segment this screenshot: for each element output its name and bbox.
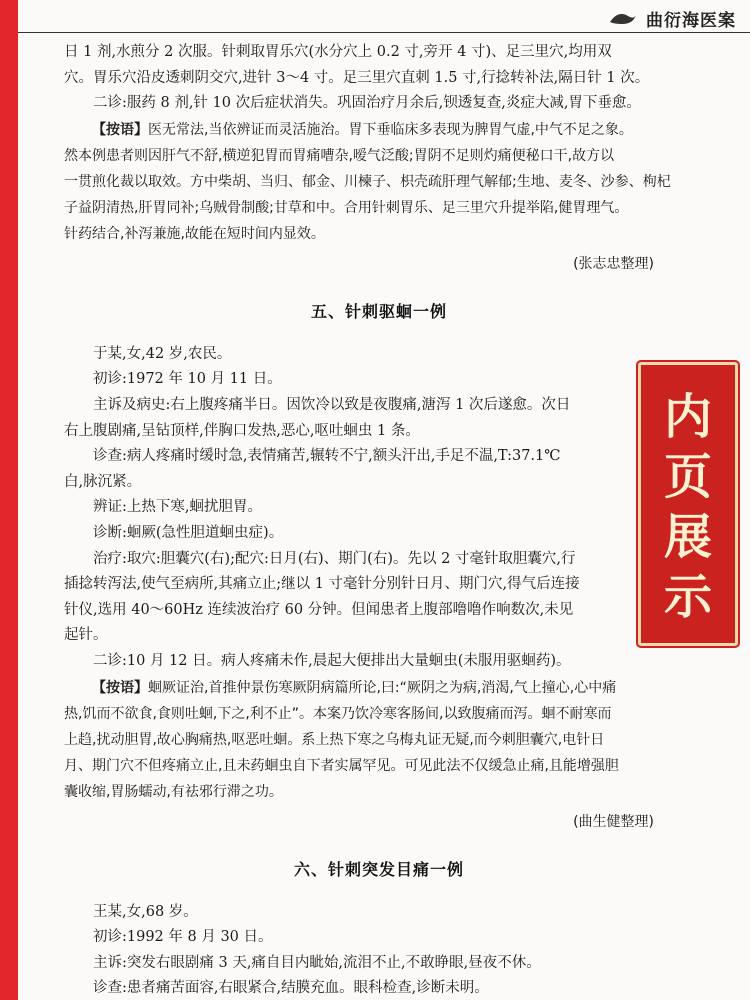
- badge-char: 内: [663, 389, 712, 445]
- complaint: 主诉:突发右眼剧痛 3 天,痛自目内眦始,流泪不止,不敢睁眼,昼夜不休。: [93, 954, 541, 971]
- badge-char: 示: [663, 569, 712, 625]
- commentary-line: 【按语】蛔厥证治,首推仲景伤寒厥阴病篇所论,曰:“厥阴之为病,消渴,气上撞心,心中痛: [92, 679, 617, 696]
- text-line: 日 1 剂,水煎分 2 次服。针刺取胃乐穴(水分穴上 0.2 寸,旁开 4 寸)、足三里穴,均用双: [64, 44, 612, 60]
- lotus-leaf-icon: [608, 8, 638, 28]
- syndrome: 辨证:上热下寒,蛔扰胆胃。: [93, 499, 262, 516]
- exam-line: 白,脉沉紧。: [64, 473, 142, 490]
- treatment-line: 插捻转泻法,使气至病所,其痛立止;继以 1 寸毫针分别针日月、期门穴,得气后连接: [64, 576, 580, 593]
- first-visit: 初诊:1972 年 10 月 11 日。: [93, 371, 282, 388]
- second-visit: 二诊:服药 8 剂,针 10 次后症状消失。巩固治疗月余后,钡透复查,炎症大减,胃下垂愈。: [93, 95, 641, 112]
- commentary-label: 【按语】: [92, 679, 148, 696]
- badge-char: 展: [663, 509, 712, 565]
- patient-info: 王某,女,68 岁。: [93, 903, 198, 920]
- exam-line: 诊查:病人疼痛时缓时急,表情痛苦,辗转不宁,额头汗出,手足不温,T:37.1℃: [93, 448, 561, 465]
- commentary-line: 热,饥而不欲食,食则吐蛔,下之,利不止”。本案乃饮冷寒客肠间,以致腹痛而泻。蛔不耐寒而: [64, 705, 612, 722]
- treatment-line: 起针。: [64, 627, 108, 644]
- treatment-line: 治疗:取穴:胆囊穴(右);配穴:日月(右)、期门(右)。先以 2 寸毫针取胆囊穴,行: [93, 550, 576, 567]
- text-line: 穴。胃乐穴沿皮透刺阴交穴,进针 3～4 寸。足三里穴直刺 1.5 寸,行捻转补法,隔日针 1 次。: [64, 69, 650, 86]
- first-visit: 初诊:1992 年 8 月 30 日。: [93, 929, 273, 946]
- commentary-line: 一贯煎化裁以取效。方中柴胡、当归、郁金、川楝子、枳壳疏肝理气解郁;生地、麦冬、沙参、枸杞: [64, 173, 671, 190]
- commentary-line: 月、期门穴不但疼痛立止,且未药蛔虫自下者实属罕见。可见此法不仅缓急止痛,且能增强胆: [64, 757, 619, 774]
- diagnosis: 诊断:蛔厥(急性胆道蛔虫症)。: [93, 524, 284, 541]
- header-rule: [18, 32, 750, 33]
- page-content: [64, 40, 694, 1000]
- book-page: [18, 0, 750, 1000]
- complaint-line: 右上腹剧痛,呈钻顶样,伴胸口发热,恶心,呕吐蛔虫 1 条。: [64, 422, 420, 439]
- commentary-line: 【按语】医无常法,当依辨证而灵活施治。胃下垂临床多表现为脾胃气虚,中气不足之象。: [92, 121, 633, 138]
- second-visit: 二诊:10 月 12 日。病人疼痛未作,晨起大便排出大量蛔虫(未服用驱蛔药)。: [93, 652, 571, 669]
- commentary-line: 上趋,扰动胆胃,故心胸痛热,呕恶吐蛔。系上热下寒之乌梅丸证无疑,而今刺胆囊穴,电针日: [64, 731, 605, 748]
- section-title: 五、针刺驱蛔一例: [310, 301, 447, 321]
- patient-info: 于某,女,42 岁,农民。: [93, 345, 232, 362]
- treatment-line: 针仪,选用 40～60Hz 连续波治疗 60 分钟。但闻患者上腹部噜噜作响数次,未见: [64, 601, 574, 618]
- commentary-label: 【按语】: [92, 121, 148, 138]
- complaint-line: 主诉及病史:右上腹疼痛半日。因饮冷以致是夜腹痛,溏泻 1 次后遂愈。次日: [93, 396, 571, 413]
- commentary-line: 子益阴清热,肝胃同补;乌贼骨制酸;甘草和中。合用针刺胃乐、足三里穴升提举陷,健胃理气。: [64, 199, 629, 216]
- editor-signature: (曲生健整理): [573, 813, 654, 830]
- commentary-line: 针药结合,补泻兼施,故能在短时间内显效。: [64, 225, 325, 242]
- section-title: 六、针刺突发目痛一例: [293, 859, 464, 879]
- commentary-line: 然本例患者则因肝气不舒,横逆犯胃而胃痛嘈杂,嗳气泛酸;胃阴不足则灼痛便秘口干,故方以: [64, 147, 615, 164]
- inner-page-preview-badge: [638, 362, 738, 646]
- running-header-title: 曲衍海医案: [646, 11, 736, 31]
- editor-signature: (张志忠整理): [573, 255, 654, 272]
- badge-char: 页: [663, 449, 712, 505]
- commentary-line: 囊收缩,胃肠蠕动,有祛邪行滞之功。: [64, 783, 283, 800]
- exam: 诊查:患者痛苦面容,右眼紧合,结膜充血。眼科检查,诊断未明。: [93, 980, 489, 997]
